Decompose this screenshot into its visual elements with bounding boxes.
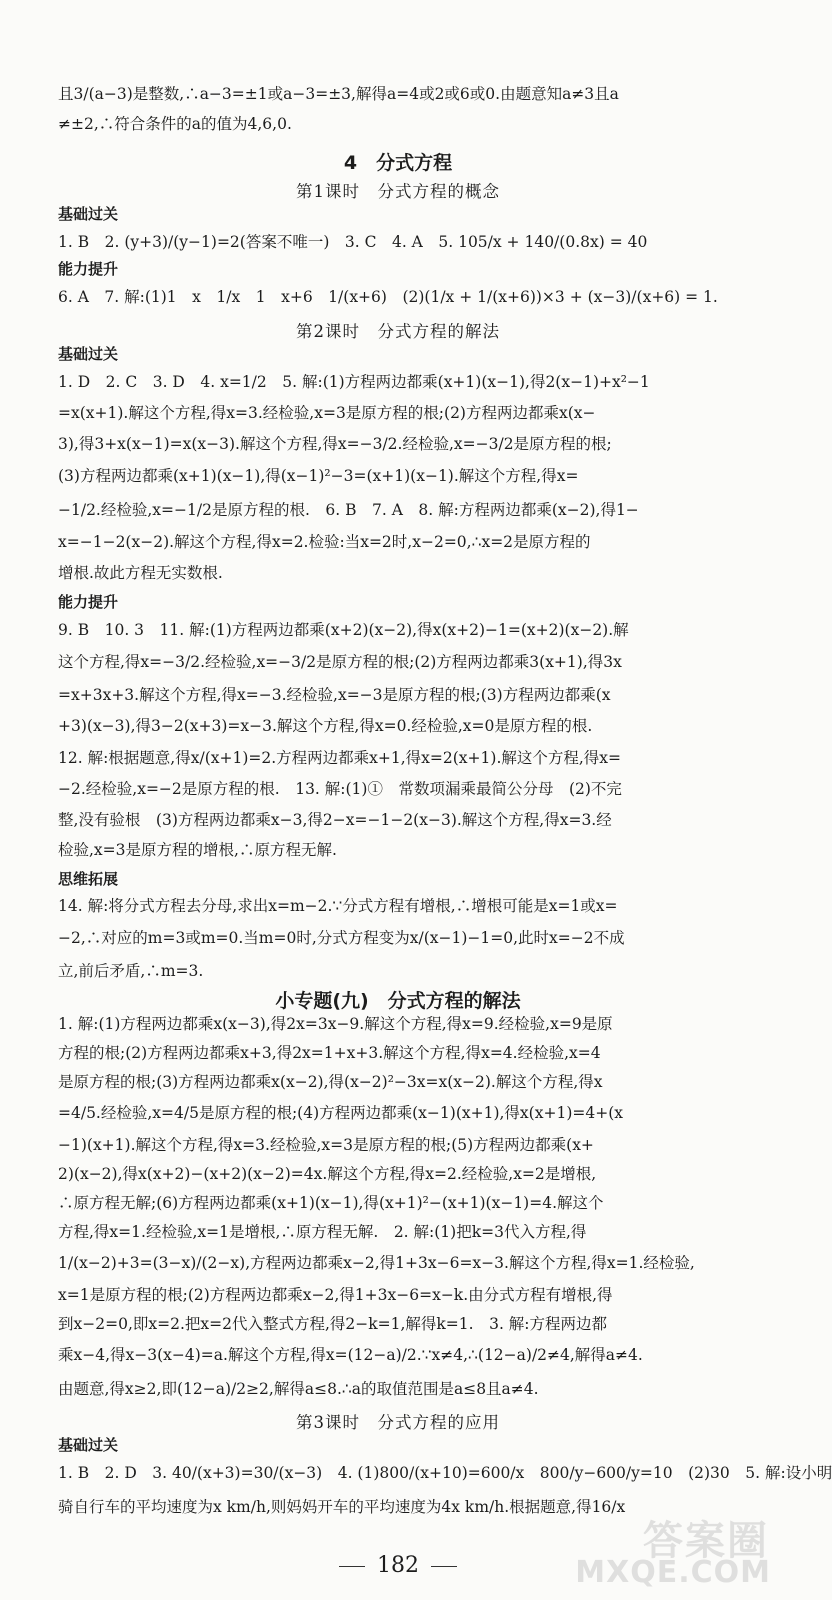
page-number-dash-left — [339, 1566, 365, 1567]
text-line: 3),得3+x(x−1)=x(x−3).解这个方程,得x=−3/2.经检验,x=−3/2是原方程的根; — [58, 435, 612, 453]
section-heading: 基础过关 — [58, 1436, 119, 1454]
text-line: =x(x+1).解这个方程,得x=3.经检验,x=3是原方程的根;(2)方程两边都乘x(x− — [58, 404, 596, 422]
text-line: 立,前后矛盾,∴m=3. — [58, 962, 204, 980]
text-line: +3)(x−3),得3−2(x+3)=x−3.解这个方程,得x=0.经检验,x=0是原方程的根. — [58, 717, 593, 735]
text-line: 这个方程,得x=−3/2.经检验,x=−3/2是原方程的根;(2)方程两边都乘3(x+1),得3x — [58, 653, 622, 671]
text-line: x=1是原方程的根;(2)方程两边都乘x−2,得1+3x−6=x−k.由分式方程有增根,得 — [58, 1286, 613, 1304]
text-line: 1. 解:(1)方程两边都乘x(x−3),得2x=3x−9.解这个方程,得x=9.经检验,x=9是原 — [58, 1015, 613, 1033]
text-line: 增根.故此方程无实数根. — [58, 564, 223, 582]
text-line: 检验,x=3是原方程的增根,∴原方程无解. — [58, 841, 337, 859]
special-topic-title: 小专题(九) 分式方程的解法 — [275, 990, 521, 1012]
chapter-title: 4 分式方程 — [343, 152, 453, 174]
text-line: 1. D 2. C 3. D 4. x=1/2 5. 解:(1)方程两边都乘(x+1)(x−1),得2(x−1)+x²−1 — [58, 373, 650, 391]
page-number-dash-right — [431, 1566, 457, 1567]
section-heading: 基础过关 — [58, 205, 119, 223]
section-heading: 能力提升 — [58, 593, 119, 611]
text-line: 骑自行车的平均速度为x km/h,则妈妈开车的平均速度为4x km/h.根据题意,得16/x — [58, 1498, 626, 1516]
watermark-cn: 答案圈 — [643, 1518, 769, 1564]
text-line: x=−1−2(x−2).解这个方程,得x=2.检验:当x=2时,x−2=0,∴x=2是原方程的 — [58, 533, 591, 551]
text-line: 9. B 10. 3 11. 解:(1)方程两边都乘(x+2)(x−2),得x(x+2)−1=(x+2)(x−2).解 — [58, 621, 629, 639]
text-line: 12. 解:根据题意,得x/(x+1)=2.方程两边都乘x+1,得x=2(x+1).解这个方程,得x= — [58, 749, 622, 767]
lesson-title: 第2课时 分式方程的解法 — [296, 322, 500, 341]
text-line: −1)(x+1).解这个方程,得x=3.经检验,x=3是原方程的根;(5)方程两边都乘(x+ — [58, 1136, 594, 1154]
text-line: 方程的根;(2)方程两边都乘x+3,得2x=1+x+3.解这个方程,得x=4.经检验,x=4 — [58, 1044, 601, 1062]
watermark-en: MXQE.COM — [575, 1555, 771, 1590]
text-line: ≠±2,∴符合条件的a的值为4,6,0. — [58, 115, 292, 133]
text-line: 整,没有验根 (3)方程两边都乘x−3,得2−x=−1−2(x−3).解这个方程,得x=3.经 — [58, 811, 612, 829]
text-line: =4/5.经检验,x=4/5是原方程的根;(4)方程两边都乘(x−1)(x+1),得x(x+1)=4+(x — [58, 1104, 623, 1122]
watermark-logo — [575, 1505, 779, 1597]
text-line: 2)(x−2),得x(x+2)−(x+2)(x−2)=4x.解这个方程,得x=2.经检验,x=2是增根, — [58, 1165, 597, 1183]
lesson-title: 第3课时 分式方程的应用 — [296, 1413, 500, 1432]
text-line: 6. A 7. 解:(1)1 x 1/x 1 x+6 1/(x+6) (2)(1/x + 1/(x+6))×3 + (x−3)/(x+6) = 1. — [58, 288, 718, 306]
text-line: 1/(x−2)+3=(3−x)/(2−x),方程两边都乘x−2,得1+3x−6=x−3.解这个方程,得x=1.经检验, — [58, 1254, 695, 1272]
page-number-value: 182 — [377, 1553, 419, 1578]
text-line: 1. B 2. D 3. 40/(x+3)=30/(x−3) 4. (1)800/(x+10)=600/x 800/y−600/y=10 (2)30 5. 解:设小明 — [58, 1464, 832, 1482]
text-line: 且3/(a−3)是整数,∴a−3=±1或a−3=±3,解得a=4或2或6或0.由题意知a≠3且a — [58, 85, 619, 103]
section-heading: 思维拓展 — [58, 870, 119, 888]
section-heading: 基础过关 — [58, 345, 119, 363]
section-heading: 能力提升 — [58, 260, 119, 278]
text-line: 由题意,得x≥2,即(12−a)/2≥2,解得a≤8.∴a的取值范围是a≤8且a≠4. — [58, 1380, 539, 1398]
text-line: −2,∴对应的m=3或m=0.当m=0时,分式方程变为x/(x−1)−1=0,此时x=−2不成 — [58, 929, 625, 947]
text-line: ∴原方程无解;(6)方程两边都乘(x+1)(x−1),得(x+1)²−(x+1)(x−1)=4.解这个 — [58, 1194, 604, 1212]
text-line: 到x−2=0,即x=2.把x=2代入整式方程,得2−k=1,解得k=1. 3. 解:方程两边都 — [58, 1315, 608, 1333]
text-line: 14. 解:将分式方程去分母,求出x=m−2.∵分式方程有增根,∴增根可能是x=1或x= — [58, 897, 618, 915]
text-line: (3)方程两边都乘(x+1)(x−1),得(x−1)²−3=(x+1)(x−1).解这个方程,得x= — [58, 467, 579, 485]
text-line: =x+3x+3.解这个方程,得x=−3.经检验,x=−3是原方程的根;(3)方程两边都乘(x — [58, 686, 611, 704]
text-line: 是原方程的根;(3)方程两边都乘x(x−2),得(x−2)²−3x=x(x−2).解这个方程,得x — [58, 1073, 603, 1091]
text-line: 1. B 2. (y+3)/(y−1)=2(答案不唯一) 3. C 4. A 5. 105/x + 140/(0.8x) = 40 — [58, 233, 648, 251]
text-line: −1/2.经检验,x=−1/2是原方程的根. 6. B 7. A 8. 解:方程两边都乘(x−2),得1− — [58, 501, 639, 519]
text-line: −2.经检验,x=−2是原方程的根. 13. 解:(1)① 常数项漏乘最简公分母 (2)不完 — [58, 780, 622, 798]
lesson-title: 第1课时 分式方程的概念 — [296, 182, 500, 201]
text-line: 方程,得x=1.经检验,x=1是增根,∴原方程无解. 2. 解:(1)把k=3代入方程,得 — [58, 1223, 587, 1241]
text-line: 乘x−4,得x−3(x−4)=a.解这个方程,得x=(12−a)/2.∵x≠4,∴(12−a)/2≠4,解得a≠4. — [58, 1346, 643, 1364]
